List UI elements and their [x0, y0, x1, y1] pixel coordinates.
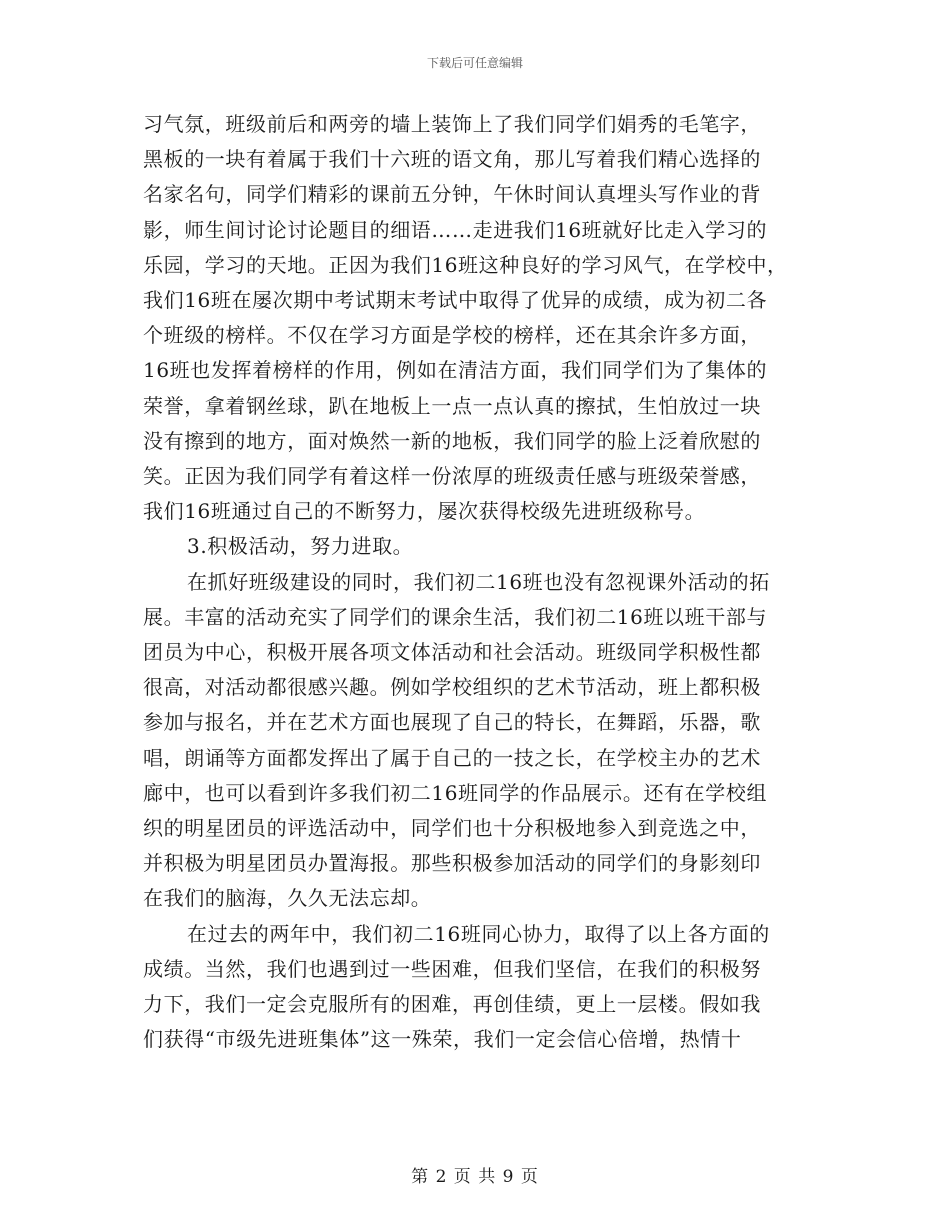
document-body	[143, 107, 811, 1057]
text-line: 唱，朗诵等方面都发挥出了属于自己的一技之长，在学校主办的艺术	[143, 745, 761, 770]
text-line: 黑板的一块有着属于我们十六班的语文角，那儿写着我们精心选择的	[143, 147, 761, 172]
page-header-note: 下载后可任意编辑	[426, 56, 523, 70]
text-line: 荣誉，拿着钢丝球，趴在地板上一点一点认真的擦拭，生怕放过一块	[143, 393, 761, 418]
text-line: 们获得“市级先进班集体”这一殊荣，我们一定会信心倍增，热情十	[143, 1027, 742, 1052]
text-line: 力下，我们一定会克服所有的困难，再创佳绩，更上一层楼。假如我	[143, 992, 761, 1017]
text-line: 在我们的脑海，久久无法忘却。	[143, 886, 432, 911]
text-line: 名家名句，同学们精彩的课前五分钟，午休时间认真埋头写作业的背	[143, 182, 761, 207]
text-line: 成绩。当然，我们也遇到过一些困难，但我们坚信，在我们的积极努	[143, 956, 761, 981]
page-number: 第 2 页 共 9 页	[411, 1167, 539, 1187]
text-line: 笑。正因为我们同学有着这样一份浓厚的班级责任感与班级荣誉感，	[143, 464, 761, 489]
text-line: 影，师生间讨论讨论题目的细语……走进我们16班就好比走入学习的	[143, 217, 768, 242]
text-line: 在抓好班级建设的同时，我们初二16班也没有忽视课外活动的拓	[187, 569, 770, 594]
text-line: 乐园，学习的天地。正因为我们16班这种良好的学习风气，在学校中，	[143, 252, 788, 277]
section-heading: 3.积极活动，努力进取。	[187, 534, 414, 559]
text-line: 很高，对活动都很感兴趣。例如学校组织的艺术节活动，班上都积极	[143, 675, 761, 700]
text-line: 参加与报名，并在艺术方面也展现了自己的特长，在舞蹈，乐器，歌	[143, 710, 761, 735]
text-line: 16班也发挥着榜样的作用，例如在清洁方面，我们同学们为了集体的	[143, 358, 768, 383]
text-line: 并积极为明星团员办置海报。那些积极参加活动的同学们的身影刻印	[143, 851, 761, 876]
text-line: 展。丰富的活动充实了同学们的课余生活，我们初二16班以班干部与	[143, 604, 768, 629]
text-line: 在过去的两年中，我们初二16班同心协力，取得了以上各方面的	[187, 921, 770, 946]
text-line: 廊中，也可以看到许多我们初二16班同学的作品展示。还有在学校组	[143, 780, 768, 805]
text-line: 我们16班通过自己的不断努力，屡次获得校级先进班级称号。	[143, 499, 706, 524]
text-line: 团员为中心，积极开展各项文体活动和社会活动。班级同学积极性都	[143, 640, 761, 665]
text-line: 织的明星团员的评选活动中，同学们也十分积极地参入到竞选之中，	[143, 816, 761, 841]
text-line: 个班级的榜样。不仅在学习方面是学校的榜样，还在其余许多方面，	[143, 323, 761, 348]
text-line: 没有擦到的地方，面对焕然一新的地板，我们同学的脸上泛着欣慰的	[143, 428, 761, 453]
text-line: 习气氛，班级前后和两旁的墙上装饰上了我们同学们娟秀的毛笔字，	[143, 112, 761, 136]
text-line: 我们16班在屡次期中考试期末考试中取得了优异的成绩，成为初二各	[143, 288, 768, 313]
